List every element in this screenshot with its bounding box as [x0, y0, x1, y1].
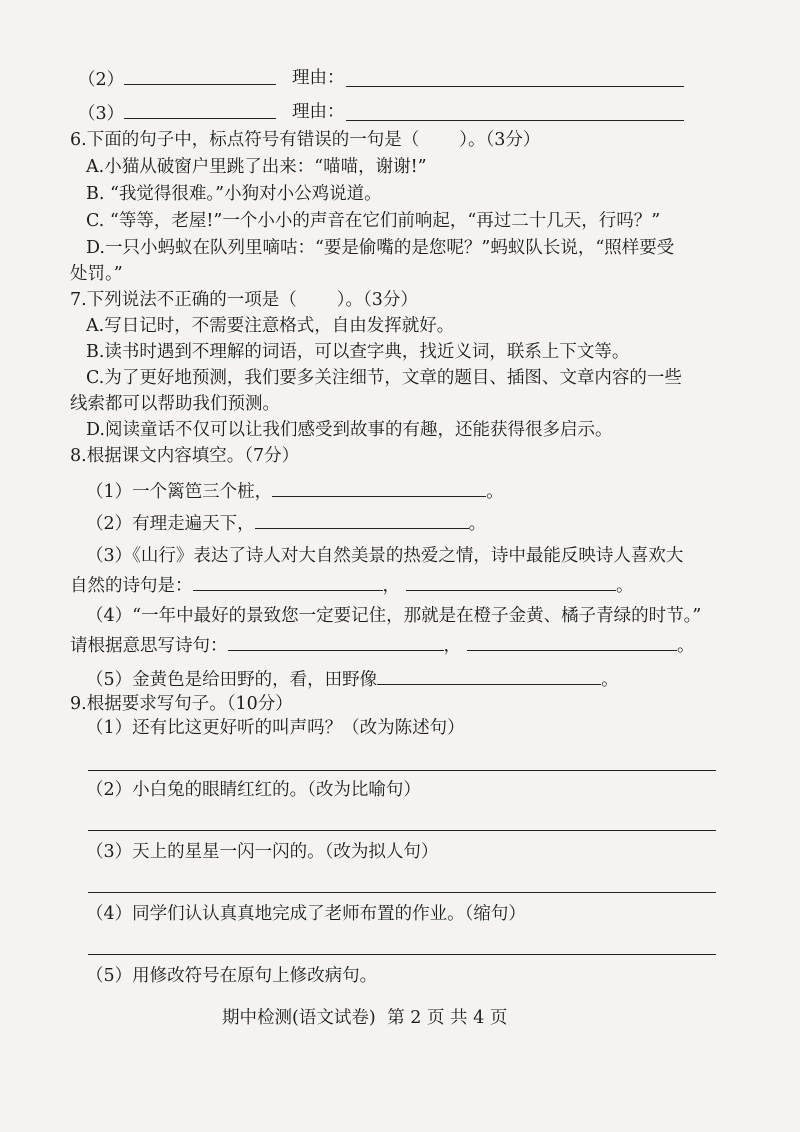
- answer-blank[interactable]: [406, 572, 616, 591]
- answer-blank[interactable]: [255, 510, 469, 529]
- q7-option-c-cont: 线索都可以帮助我们预测。: [70, 394, 280, 414]
- item-text: （5）金黄色是给田野的，看，田野像: [86, 670, 378, 690]
- reason-line-3: [78, 100, 276, 126]
- answer-blank[interactable]: [193, 572, 383, 591]
- q7-option-d: D.阅读童话不仅可以让我们感受到故事的有趣，还能获得很多启示。: [86, 420, 613, 440]
- stem-score: ）。（3分）: [336, 290, 418, 310]
- q8-item-4-line1: （4）“一年中最好的景致您一定要记住，那就是在橙子金黄、橘子青绿的时节。”: [86, 606, 702, 626]
- q9-item-5: （5）用修改符号在原句上修改病句。: [86, 966, 378, 986]
- answer-line[interactable]: [88, 892, 716, 893]
- item-number: （2）: [78, 70, 125, 90]
- answer-blank[interactable]: [124, 66, 276, 85]
- q6-option-d-cont: 处罚。”: [70, 264, 123, 284]
- answer-blank[interactable]: [272, 478, 486, 497]
- q8-item-3-line2: [70, 572, 634, 598]
- item-end: 。: [616, 576, 634, 596]
- question-7-stem: [70, 288, 418, 312]
- q7-option-a: A.写日记时，不需要注意格式，自由发挥就好。: [86, 316, 455, 336]
- q9-item-4: （4）同学们认认真真地完成了老师布置的作业。（缩句）: [86, 904, 526, 924]
- q6-option-b: B. “我觉得很难。”小狗对小公鸡说道。: [86, 184, 382, 204]
- footer-title: 期中检测(语文试卷): [222, 1008, 376, 1028]
- stem-text: 7.下列说法不正确的一项是（: [70, 290, 297, 310]
- answer-line[interactable]: [88, 770, 716, 771]
- q9-item-3: （3）天上的星星一闪一闪的。（改为拟人句）: [86, 842, 439, 862]
- q9-item-2: （2）小白兔的眼睛红红的。（改为比喻句）: [86, 780, 421, 800]
- q8-item-1: [86, 478, 504, 504]
- page-footer: [222, 1006, 513, 1030]
- question-8-stem: 8.根据课文内容填空。（7分）: [70, 446, 300, 466]
- q8-item-3-line1: （3）《山行》表达了诗人对大自然美景的热爱之情，诗中最能反映诗人喜欢大: [86, 546, 684, 566]
- q6-option-c: C. “等等，老屋!”一个小小的声音在它们前响起，“再过二十几天，行吗？”: [86, 211, 661, 231]
- question-6-stem: [70, 128, 540, 152]
- answer-blank[interactable]: [124, 100, 276, 119]
- q8-item-4-line2: [70, 632, 695, 658]
- reason-label: 理由：: [292, 68, 345, 88]
- stem-text: 6.下面的句子中，标点符号有错误的一句是（: [70, 130, 420, 150]
- reason-blank[interactable]: [346, 120, 684, 121]
- reason-label: 理由：: [292, 102, 345, 122]
- answer-line[interactable]: [88, 830, 716, 831]
- q9-item-1: （1）还有比这更好听的叫声吗？（改为陈述句）: [86, 718, 465, 738]
- reason-line-2: [78, 66, 276, 92]
- q7-option-b: B.读书时遇到不理解的词语，可以查字典，找近义词，联系上下文等。: [86, 342, 630, 362]
- q8-item-5: [86, 666, 619, 692]
- footer-page-number: 第 2 页 共 4 页: [387, 1008, 508, 1028]
- item-number: （3）: [78, 104, 125, 124]
- item-comma: ，: [382, 576, 400, 596]
- item-text: 自然的诗句是：: [70, 576, 193, 596]
- q6-option-a: A.小猫从破窗户里跳了出来：“喵喵，谢谢!”: [86, 157, 427, 177]
- item-end: 。: [601, 670, 619, 690]
- q8-item-2: [86, 510, 486, 536]
- answer-line[interactable]: [88, 954, 716, 955]
- answer-blank[interactable]: [467, 632, 677, 651]
- item-end: 。: [677, 636, 695, 656]
- q7-option-c: C.为了更好地预测，我们要多关注细节，文章的题目、插图、文章内容的一些: [86, 368, 682, 388]
- item-end: 。: [468, 514, 487, 534]
- item-text: （2）有理走遍天下，: [86, 514, 255, 534]
- question-9-stem: 9.根据要求写句子。（10分）: [70, 694, 293, 714]
- q6-option-d: D.一只小蚂蚁在队列里嘀咕：“要是偷嘴的是您呢？”蚂蚁队长说，“照样要受: [86, 238, 675, 258]
- reason-blank[interactable]: [346, 86, 684, 87]
- item-text: （1）一个篱笆三个桩，: [86, 482, 273, 502]
- answer-blank[interactable]: [377, 666, 601, 685]
- answer-blank[interactable]: [228, 632, 444, 651]
- stem-score: ）。（3分）: [459, 130, 541, 150]
- item-comma: ，: [443, 636, 461, 656]
- item-end: 。: [486, 482, 504, 502]
- item-text: 请根据意思写诗句：: [70, 636, 228, 656]
